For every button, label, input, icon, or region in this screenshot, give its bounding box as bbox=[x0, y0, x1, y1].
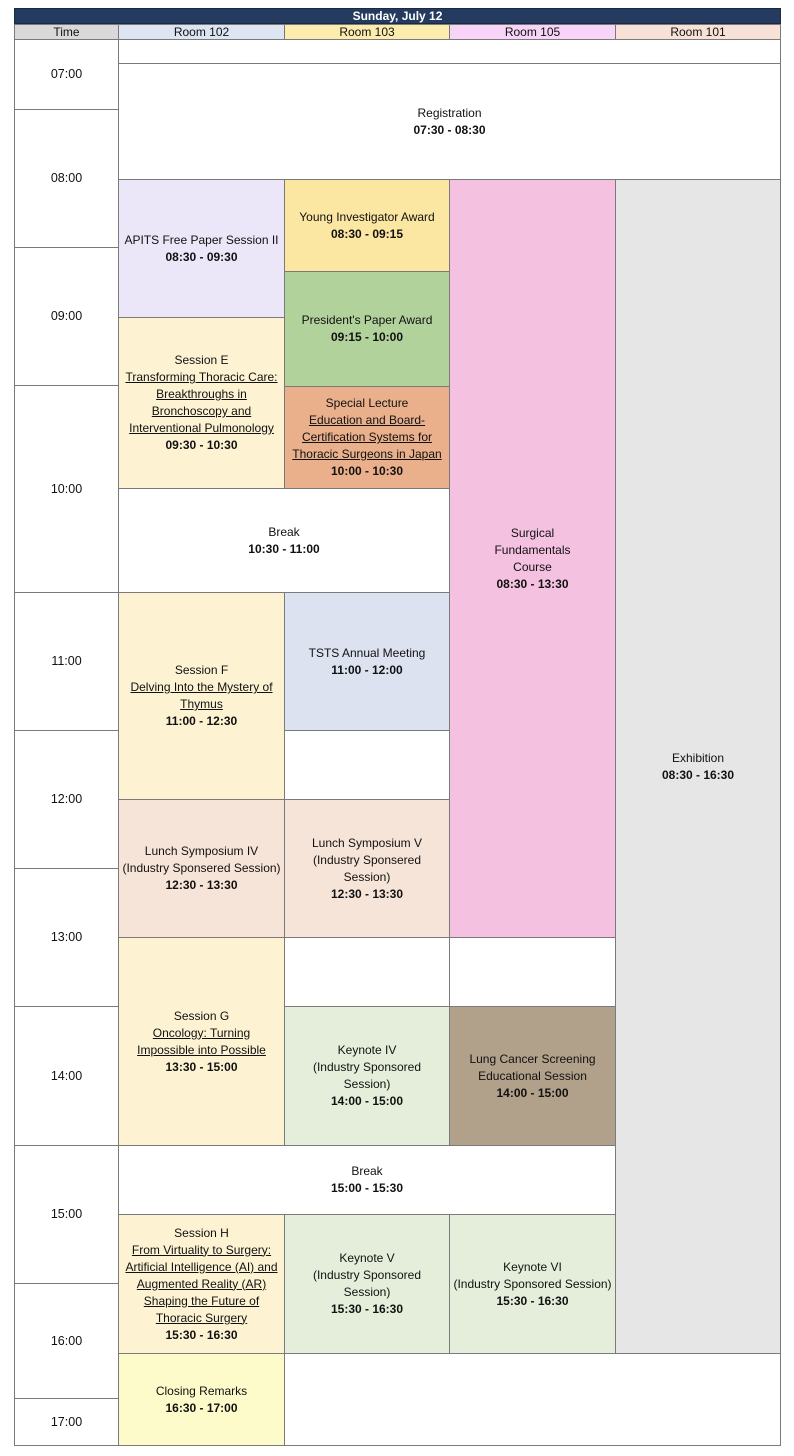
column-header-time: Time bbox=[14, 24, 119, 40]
time-slot-1400: 14:00 bbox=[14, 1006, 119, 1146]
session-break-2: Break 15:00 - 15:30 bbox=[118, 1145, 616, 1215]
time-slot-1700: 17:00 bbox=[14, 1398, 119, 1446]
column-header-room-105: Room 105 bbox=[449, 24, 616, 40]
empty-slot bbox=[284, 730, 450, 800]
session-lunch-symposium-v: Lunch Symposium V (Industry Sponsered Session) 12:30 - 13:30 bbox=[284, 799, 450, 938]
time-slot-0700: 07:00 bbox=[14, 39, 119, 110]
session-g: Session G Oncology: Turning Impossible into Possible 13:30 - 15:00 bbox=[118, 937, 285, 1146]
session-e: Session E Transforming Thoracic Care: Breakthroughs in Bronchoscopy and Interventional Pulmonology 09:30 - 10:30 bbox=[118, 317, 285, 489]
session-special-lecture: Special Lecture Education and Board- Certification Systems for Thoracic Surgeons in Japan 10:00 - 10:30 bbox=[284, 386, 450, 489]
empty-slot bbox=[284, 1353, 781, 1446]
session-lung-cancer-screening: Lung Cancer Screening Educational Session 14:00 - 15:00 bbox=[449, 1006, 616, 1146]
session-apits-free-paper: APITS Free Paper Session II 08:30 - 09:30 bbox=[118, 179, 285, 318]
session-break-1: Break 10:30 - 11:00 bbox=[118, 488, 450, 593]
time-slot-1600: 16:00 bbox=[14, 1283, 119, 1399]
session-registration: Registration 07:30 - 08:30 bbox=[118, 63, 781, 180]
column-header-room-102: Room 102 bbox=[118, 24, 285, 40]
schedule-title bbox=[14, 8, 781, 24]
session-closing-remarks: Closing Remarks 16:30 - 17:00 bbox=[118, 1353, 285, 1446]
session-presidents-paper-award: President's Paper Award 09:15 - 10:00 bbox=[284, 271, 450, 387]
session-h: Session H From Virtuality to Surgery: Artificial Intelligence (AI) and Augmented Reality (AR) Shaping the Future of Thoracic Surgery 15:30 - 16:30 bbox=[118, 1214, 285, 1354]
session-tsts-annual-meeting: TSTS Annual Meeting 11:00 - 12:00 bbox=[284, 592, 450, 731]
empty-slot bbox=[449, 937, 616, 1007]
time-slot-1300: 13:00 bbox=[14, 868, 119, 1007]
time-slot-1200: 12:00 bbox=[14, 730, 119, 869]
time-slot-0900: 09:00 bbox=[14, 247, 119, 386]
schedule-title-text: Sunday, July 12 bbox=[352, 8, 443, 23]
session-surgical-fundamentals: Surgical Fundamentals Course 08:30 - 13:30 bbox=[449, 179, 616, 938]
time-slot-0800: 08:00 bbox=[14, 109, 119, 248]
session-f: Session F Delving Into the Mystery of Thymus 11:00 - 12:30 bbox=[118, 592, 285, 800]
session-young-investigator-award: Young Investigator Award 08:30 - 09:15 bbox=[284, 179, 450, 272]
column-header-room-103: Room 103 bbox=[284, 24, 450, 40]
time-slot-1500: 15:00 bbox=[14, 1145, 119, 1284]
session-exhibition: Exhibition 08:30 - 16:30 bbox=[615, 179, 781, 1354]
session-keynote-v: Keynote V (Industry Sponsored Session) 15:30 - 16:30 bbox=[284, 1214, 450, 1354]
empty-slot bbox=[284, 937, 450, 1007]
session-keynote-vi: Keynote VI (Industry Sponsored Session) 15:30 - 16:30 bbox=[449, 1214, 616, 1354]
session-lunch-symposium-iv: Lunch Symposium IV (Industry Sponsered Session) 12:30 - 13:30 bbox=[118, 799, 285, 938]
column-header-room-101: Room 101 bbox=[615, 24, 781, 40]
empty-slot bbox=[118, 39, 781, 64]
time-slot-1000: 10:00 bbox=[14, 385, 119, 593]
time-slot-1100: 11:00 bbox=[14, 592, 119, 731]
session-keynote-iv: Keynote IV (Industry Sponsored Session) 14:00 - 15:00 bbox=[284, 1006, 450, 1146]
